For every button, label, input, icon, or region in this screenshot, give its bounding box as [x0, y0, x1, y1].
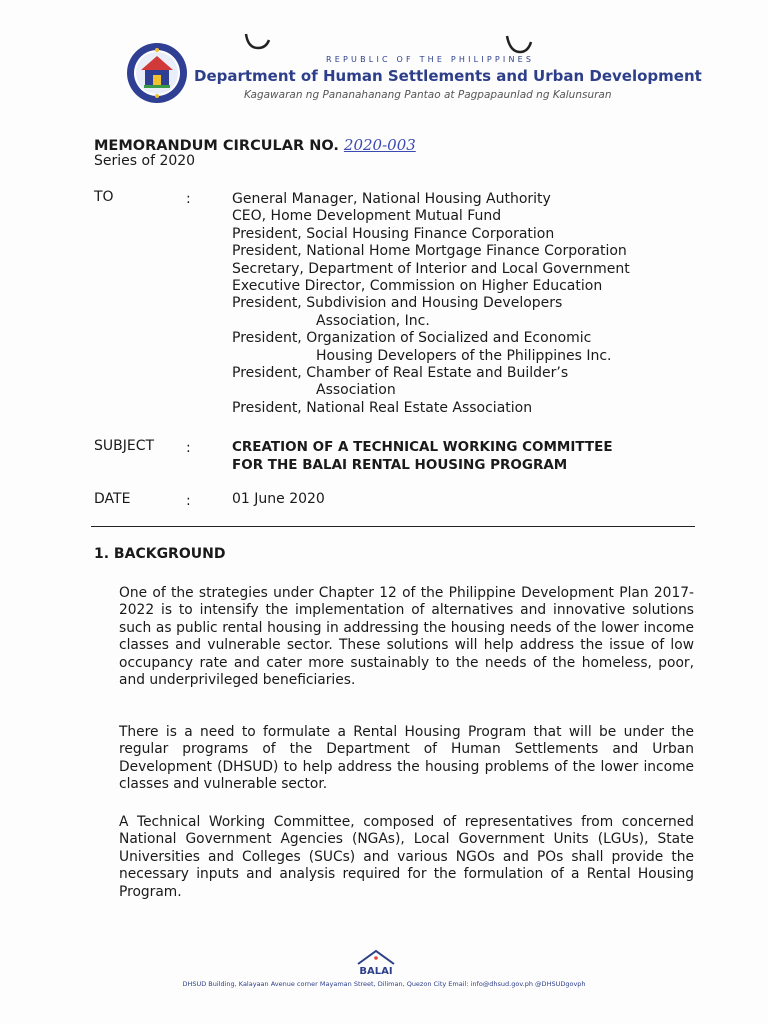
recipient-item: President, Social Housing Finance Corporation — [232, 225, 555, 242]
recipient-item-continuation: Association — [316, 382, 396, 399]
to-label: TO — [94, 189, 114, 205]
department-name: Department of Human Settlements and Urban Development — [194, 67, 702, 85]
recipient-item: President, Subdivision and Housing Developers — [232, 295, 563, 312]
subject-text — [232, 438, 613, 474]
memo-title-label: MEMORANDUM CIRCULAR NO. — [94, 138, 339, 154]
subject-line: FOR THE BALAI RENTAL HOUSING PROGRAM — [232, 457, 568, 473]
balai-logo — [352, 948, 400, 978]
paragraph: One of the strategies under Chapter 12 of the Philippine Development Plan 2017-2022 is to intensify the implementation of alternatives and innovative solutions such as public rental housing in addressing the housing needs of the lower income classes and vulnerable sector. These solutions will help address the issue of low occupancy rate and cater more sustainably to the needs of the homeless, poor, and underprivileged beneficiaries. — [119, 585, 694, 689]
hole-punch-mark — [504, 30, 534, 56]
divider — [91, 526, 695, 527]
subject-label: SUBJECT — [94, 438, 155, 454]
section-title-background: 1. BACKGROUND — [94, 546, 226, 562]
date-colon: : — [186, 493, 191, 509]
republic-heading: REPUBLIC OF THE PHILIPPINES — [326, 55, 535, 64]
recipient-item: President, Organization of Socialized and Economic — [232, 330, 592, 347]
to-colon: : — [186, 191, 191, 207]
recipient-item: Executive Director, Commission on Higher Education — [232, 278, 603, 295]
subject-line: CREATION OF A TECHNICAL WORKING COMMITTEE — [232, 439, 613, 455]
paragraph: A Technical Working Committee, composed of representatives from concerned National Government Agencies (NGAs), Local Government Units (LGUs), State Universities and Colleges (SUCs) and various NGOs and POs shall provide the necessary inputs and analysis required for the formulation of a Rental Housing Program. — [119, 814, 694, 900]
memo-number: 2020-003 — [343, 136, 416, 154]
date-label: DATE — [94, 491, 131, 507]
memo-title — [94, 136, 416, 154]
department-tagalog-name: Kagawaran ng Pananahanang Pantao at Pagpapaunlad ng Kalunsuran — [244, 89, 612, 101]
recipient-item: CEO, Home Development Mutual Fund — [232, 208, 502, 225]
recipient-item: President, National Home Mortgage Finance Corporation — [232, 243, 627, 260]
date-value: 01 June 2020 — [232, 491, 325, 507]
paragraph: There is a need to formulate a Rental Housing Program that will be under the regular programs of the Department of Human Settlements and Urban Development (DHSUD) to help address the housing problems of the lower income classes and vulnerable sector. — [119, 724, 694, 793]
recipient-item-continuation: Housing Developers of the Philippines Inc. — [316, 347, 612, 364]
footer-address: DHSUD Building, Kalayaan Avenue corner Mayaman Street, Diliman, Quezon City Email: info@dhsud.gov.ph @DHSUDgovph — [182, 980, 586, 988]
hole-punch-mark — [242, 30, 272, 52]
recipient-item: President, Chamber of Real Estate and Builder’s — [232, 365, 569, 382]
memo-series: Series of 2020 — [94, 153, 196, 169]
recipient-list — [232, 191, 630, 417]
subject-colon: : — [186, 440, 191, 456]
balai-logo-text: BALAI — [359, 966, 393, 977]
dhsud-seal-logo — [126, 42, 188, 104]
recipient-item-continuation: Association, Inc. — [316, 312, 430, 329]
recipient-item: Secretary, Department of Interior and Local Government — [232, 260, 630, 277]
recipient-item: General Manager, National Housing Authority — [232, 191, 551, 207]
recipient-item: President, National Real Estate Association — [232, 399, 533, 416]
